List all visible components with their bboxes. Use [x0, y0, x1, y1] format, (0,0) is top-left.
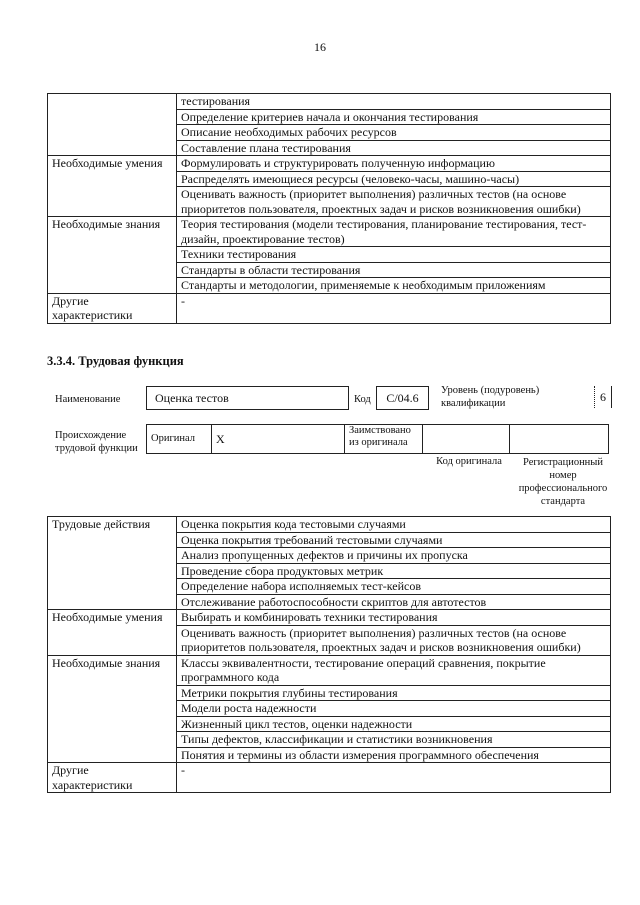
- row-cell: Жизненный цикл тестов, оценки надежности: [177, 716, 611, 732]
- row-cell: Оценивать важность (приоритет выполнения) различных тестов (на основе приоритетов пользователя, проектных задач и рисков возникновения ошибки): [177, 625, 611, 655]
- level-label: Уровень (подуровень) квалификации: [441, 385, 540, 409]
- table-row: [48, 655, 611, 685]
- row-cell: Классы эквивалентности, тестирование операций сравнения, покрытие программного кода: [177, 655, 611, 685]
- code-original-caption: Код оригинала: [436, 456, 502, 467]
- row-label: Необходимые знания: [48, 655, 177, 763]
- code-box: [376, 386, 429, 410]
- reg-number-caption: Регистрационный номер профессионального стандарта: [518, 457, 608, 507]
- borrowed-label: Заимствовано из оригинала: [345, 425, 423, 454]
- origin-table: [146, 424, 609, 454]
- code-label: Код: [354, 394, 371, 405]
- row-cell: Проведение сбора продуктовых метрик: [177, 563, 611, 579]
- row-cell: Выбирать и комбинировать техники тестирования: [177, 610, 611, 626]
- table-row: [48, 517, 611, 533]
- page-number: 16: [314, 40, 326, 54]
- function-name-box: [146, 386, 349, 410]
- original-label: Оригинал: [147, 425, 212, 454]
- table-row: [48, 293, 611, 323]
- row-label: Другие характеристики: [48, 293, 177, 323]
- row-cell: Теория тестирования (модели тестирования, планирование тестирования, тест-дизайн, проектирование тестов): [177, 217, 611, 247]
- row-label: Необходимые знания: [48, 217, 177, 294]
- row-label: Трудовые действия: [48, 517, 177, 610]
- row-label: Другие характеристики: [48, 763, 177, 793]
- row-cell: тестирования: [177, 94, 611, 110]
- table-row: [48, 156, 611, 172]
- row-cell: Определение набора исполняемых тест-кейсов: [177, 579, 611, 595]
- row-cell: Понятия и термины из области измерения программного обеспечения: [177, 747, 611, 763]
- code-value: C/04.6: [386, 391, 419, 405]
- row-cell: Стандарты в области тестирования: [177, 262, 611, 278]
- code-original-cell: [423, 425, 510, 454]
- row-cell: Типы дефектов, классификации и статистики возникновения: [177, 732, 611, 748]
- row-label: Необходимые умения: [48, 156, 177, 217]
- level-value: 6: [600, 390, 606, 404]
- row-cell: Определение критериев начала и окончания тестирования: [177, 109, 611, 125]
- table-row: [48, 217, 611, 247]
- row-cell: Техники тестирования: [177, 247, 611, 263]
- level-box: [594, 386, 612, 408]
- row-cell: Метрики покрытия глубины тестирования: [177, 685, 611, 701]
- table-row: [48, 94, 611, 110]
- row-cell: -: [177, 293, 611, 323]
- row-cell: Распределять имеющиеся ресурсы (человеко-часы, машино-часы): [177, 171, 611, 187]
- row-cell: Оценка покрытия кода тестовыми случаями: [177, 517, 611, 533]
- row-cell: -: [177, 763, 611, 793]
- requirements-table-top: [47, 93, 611, 324]
- table-row: [48, 610, 611, 626]
- original-mark: X: [212, 425, 345, 454]
- function-name-value: Оценка тестов: [155, 391, 229, 405]
- reg-number-cell: [510, 425, 609, 454]
- row-cell: Формулировать и структурировать полученную информацию: [177, 156, 611, 172]
- name-label: Наименование: [55, 394, 121, 405]
- requirements-table-bottom: [47, 516, 611, 793]
- row-label: [48, 94, 177, 156]
- row-cell: Отслеживание работоспособности скриптов для автотестов: [177, 594, 611, 610]
- origin-label: Происхождение трудовой функции: [55, 430, 138, 454]
- row-cell: Модели роста надежности: [177, 701, 611, 717]
- row-cell: Оценивать важность (приоритет выполнения) различных тестов (на основе приоритетов пользователя, проектных задач и рисков возникновения ошибки): [177, 187, 611, 217]
- row-cell: Анализ пропущенных дефектов и причины их пропуска: [177, 548, 611, 564]
- row-cell: Составление плана тестирования: [177, 140, 611, 156]
- row-cell: Стандарты и методологии, применяемые к необходимым приложениям: [177, 278, 611, 294]
- row-label: Необходимые умения: [48, 610, 177, 656]
- row-cell: Оценка покрытия требований тестовыми случаями: [177, 532, 611, 548]
- table-row: [48, 763, 611, 793]
- section-title: 3.3.4. Трудовая функция: [47, 354, 184, 368]
- row-cell: Описание необходимых рабочих ресурсов: [177, 125, 611, 141]
